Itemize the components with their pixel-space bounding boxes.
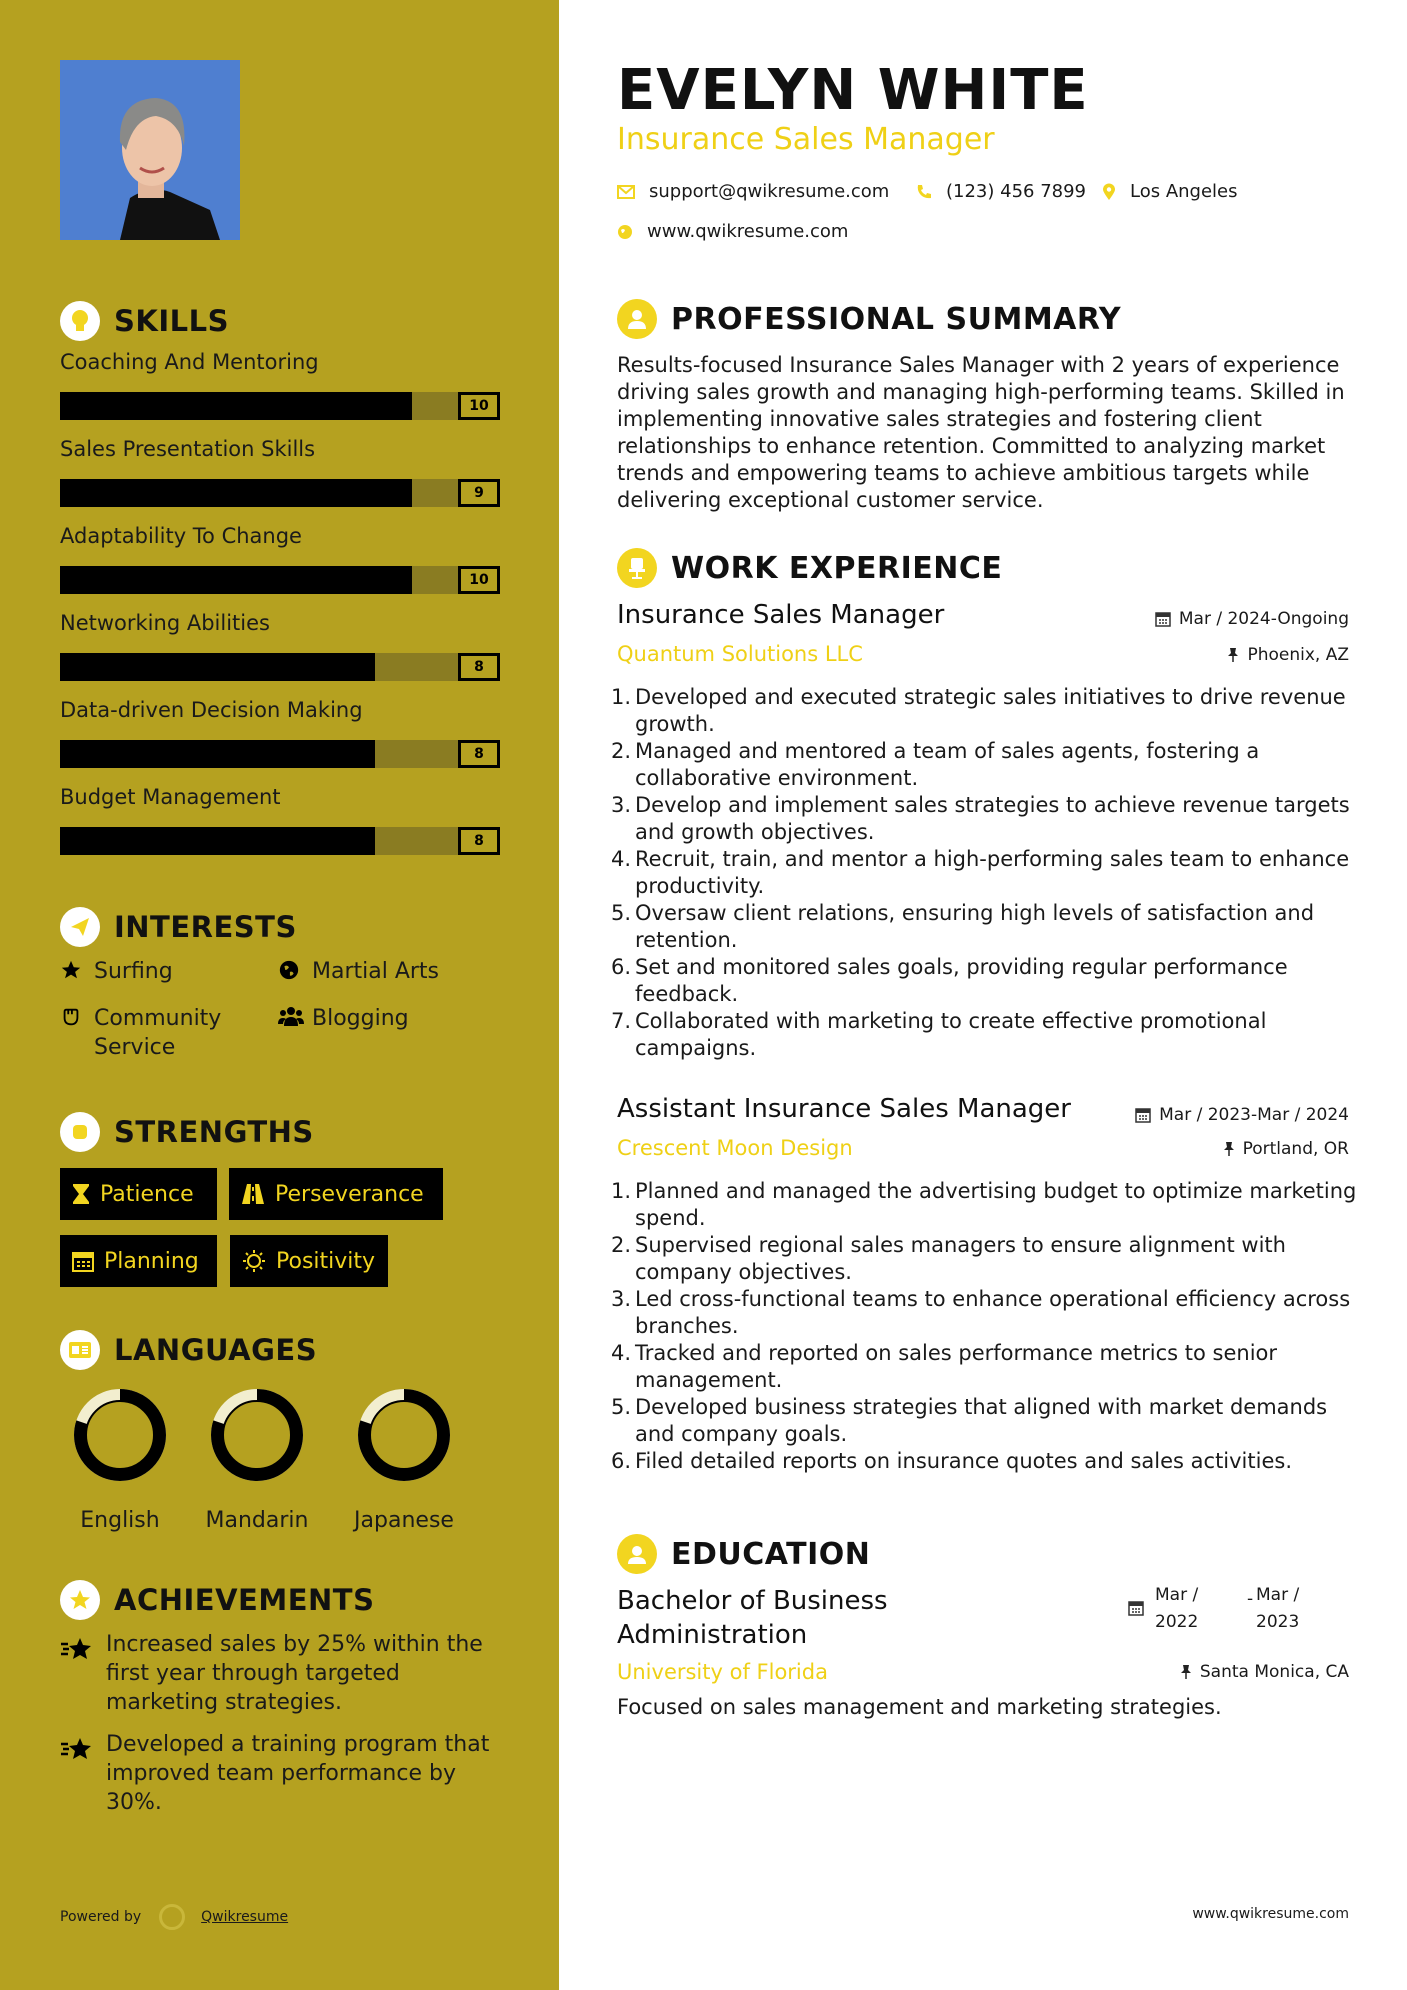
strength-label: Patience	[100, 1181, 194, 1207]
achievements-title: ACHIEVEMENTS	[114, 1583, 375, 1617]
fist-icon	[60, 1112, 100, 1152]
language-label: English	[80, 1508, 160, 1533]
skill-name: Sales Presentation Skills	[60, 437, 316, 461]
skill-value: 8	[458, 740, 500, 768]
strength-label: Planning	[104, 1248, 199, 1274]
achievements-heading	[60, 1578, 374, 1622]
candidate-name: EVELYN WHITE	[617, 58, 1089, 123]
job-date-text: Mar / 2023-Mar / 2024	[1159, 1105, 1349, 1125]
experience-title: WORK EXPERIENCE	[671, 550, 1003, 586]
degree-line-2: Administration	[617, 1620, 808, 1650]
interest-item	[60, 957, 244, 987]
interests-heading	[60, 905, 297, 949]
strength-badge	[60, 1235, 217, 1287]
calendar-icon	[1128, 1600, 1144, 1616]
achievement-text: Increased sales by 25% within the first year through targeted marketing strategies.	[106, 1632, 483, 1715]
hand-icon	[60, 1004, 86, 1034]
edu-start-year: 2022	[1155, 1612, 1199, 1632]
skill-value: 10	[458, 566, 500, 594]
office-chair-icon	[617, 548, 657, 588]
list-item: 3. Led cross-functional teams to enhance operational efficiency across branches.	[611, 1287, 1351, 1338]
list-item: 3. Develop and implement sales strategies to achieve revenue targets and growth objectives.	[611, 793, 1350, 844]
email-text: support@qwikresume.com	[649, 181, 890, 202]
skill-item	[60, 611, 500, 681]
skill-bar	[60, 566, 500, 594]
interest-label: Community Service	[94, 1006, 222, 1060]
language-donut	[357, 1388, 451, 1482]
skill-bar	[60, 392, 500, 420]
contact-location	[1102, 181, 1238, 202]
skill-bar-fill	[60, 653, 375, 681]
paper-plane-icon	[60, 907, 100, 947]
achievement-item	[60, 1730, 510, 1817]
calendar-icon	[1155, 611, 1171, 627]
edu-start-month: Mar /	[1155, 1585, 1199, 1605]
list-item: 1. Planned and managed the advertising budget to optimize marketing spend.	[611, 1179, 1357, 1230]
strength-label: Positivity	[276, 1248, 376, 1274]
language-label: Japanese	[354, 1508, 454, 1533]
skill-bar	[60, 653, 500, 681]
skill-item	[60, 785, 500, 855]
edu-location-text: Santa Monica, CA	[1199, 1662, 1349, 1682]
interest-item	[278, 1004, 462, 1034]
job-date	[1155, 609, 1349, 629]
job-date-text: Mar / 2024-Ongoing	[1178, 609, 1349, 629]
skill-bar-fill	[60, 479, 412, 507]
job-title: Insurance Sales Manager	[617, 600, 945, 630]
sidebar	[0, 0, 559, 1990]
skill-bar-fill	[60, 740, 375, 768]
job-company: Quantum Solutions LLC	[617, 642, 863, 666]
strengths-title: STRENGTHS	[114, 1115, 314, 1149]
skill-value: 8	[458, 653, 500, 681]
road-icon	[241, 1183, 265, 1205]
language-label: Mandarin	[205, 1508, 309, 1533]
interest-label: Blogging	[312, 1006, 409, 1031]
sun-icon	[242, 1249, 266, 1273]
star-badge-icon	[60, 1580, 100, 1620]
list-item: 1. Developed and executed strategic sales initiatives to drive revenue growth.	[611, 685, 1346, 736]
job-bullets	[611, 684, 1361, 1062]
achievement-text: Developed a training program that improved team performance by 30%.	[106, 1732, 490, 1815]
summary-text: Results-focused Insurance Sales Manager with 2 years of experience driving sales growth and managing high-performing teams. Skilled in implementing innovative sales strategies and fostering client relationships to enhance retention. Committed to analyzing market trends and empowering teams to achieve ambitious targets while delivering exceptional customer service.	[617, 353, 1345, 512]
edu-description: Focused on sales management and marketing strategies.	[617, 1695, 1222, 1719]
list-item: 6. Set and monitored sales goals, providing regular performance feedback.	[611, 955, 1288, 1006]
list-item: 2. Managed and mentored a team of sales agents, fostering a collaborative environment.	[611, 739, 1260, 790]
contact-website[interactable]	[617, 221, 848, 242]
interest-label: Surfing	[94, 959, 173, 984]
list-item: 7. Collaborated with marketing to create effective promotional campaigns.	[611, 1009, 1267, 1060]
job-company: Crescent Moon Design	[617, 1136, 853, 1160]
profile-photo	[60, 60, 240, 240]
powered-by-label: Powered by	[60, 1909, 142, 1925]
interests-title: INTERESTS	[114, 910, 297, 944]
interest-item	[60, 1004, 244, 1062]
edu-location	[1180, 1662, 1349, 1682]
skill-bar	[60, 827, 500, 855]
lightbulb-icon	[60, 301, 100, 341]
qwikresume-logo-icon	[159, 1904, 185, 1930]
strength-badge	[229, 1168, 443, 1220]
language-item	[50, 1388, 190, 1533]
shooting-star-icon	[60, 1730, 106, 1817]
globe-icon	[278, 957, 304, 987]
skill-bar-fill	[60, 566, 412, 594]
list-item: 5. Oversaw client relations, ensuring high levels of satisfaction and retention.	[611, 901, 1315, 952]
graduate-icon	[617, 1534, 657, 1574]
star-icon	[60, 957, 86, 987]
languages-title: LANGUAGES	[114, 1333, 318, 1367]
candidate-role: Insurance Sales Manager	[617, 122, 995, 157]
pushpin-icon	[1227, 647, 1239, 663]
calendar-icon	[72, 1250, 94, 1272]
edu-start-date	[1155, 1582, 1198, 1636]
job-location-text: Phoenix, AZ	[1247, 645, 1349, 665]
language-icon	[60, 1330, 100, 1370]
pushpin-icon	[1180, 1664, 1192, 1680]
education-heading	[617, 1534, 870, 1574]
job-title: Assistant Insurance Sales Manager	[617, 1094, 1071, 1124]
powered-by	[60, 1904, 288, 1930]
skill-name: Adaptability To Change	[60, 524, 302, 548]
job-location-text: Portland, OR	[1242, 1139, 1349, 1159]
job-location	[1223, 1139, 1349, 1159]
education-title: EDUCATION	[671, 1536, 871, 1572]
job-bullets	[611, 1178, 1361, 1475]
skill-bar-fill	[60, 827, 375, 855]
shooting-star-icon	[60, 1630, 106, 1717]
contact-email[interactable]	[617, 181, 889, 202]
list-item: 4. Tracked and reported on sales performance metrics to senior management.	[611, 1341, 1278, 1392]
summary-title: PROFESSIONAL SUMMARY	[671, 301, 1122, 337]
skill-name: Networking Abilities	[60, 611, 270, 635]
skill-item	[60, 524, 500, 594]
skills-heading	[60, 299, 229, 343]
phone-text: (123) 456 7899	[946, 181, 1087, 202]
interest-item	[278, 957, 462, 987]
globe-icon	[617, 224, 633, 240]
website-text: www.qwikresume.com	[647, 221, 849, 242]
edu-date-dash: -	[1247, 1589, 1254, 1609]
strength-badge	[230, 1235, 388, 1287]
users-icon	[278, 1004, 304, 1034]
job-location	[1227, 645, 1349, 665]
skill-item	[60, 437, 500, 507]
edu-end-date	[1256, 1582, 1299, 1636]
footer-url[interactable]: www.qwikresume.com	[1192, 1906, 1349, 1922]
contact-phone[interactable]	[916, 181, 1086, 202]
language-donut	[73, 1388, 167, 1482]
skill-name: Coaching And Mentoring	[60, 350, 319, 374]
skill-item	[60, 698, 500, 768]
phone-icon	[916, 184, 932, 200]
skill-bar	[60, 479, 500, 507]
skill-bar-fill	[60, 392, 412, 420]
pushpin-icon	[1223, 1141, 1235, 1157]
user-icon	[617, 299, 657, 339]
envelope-icon	[617, 185, 635, 199]
hourglass-icon	[72, 1183, 90, 1205]
interest-label: Martial Arts	[312, 959, 440, 984]
job-date	[1135, 1105, 1349, 1125]
list-item: 4. Recruit, train, and mentor a high-performing sales team to enhance productivity.	[611, 847, 1350, 898]
summary-heading	[617, 299, 1121, 339]
map-pin-icon	[1102, 183, 1116, 201]
list-item: 6. Filed detailed reports on insurance quotes and sales activities.	[611, 1449, 1292, 1473]
strength-badge	[60, 1168, 217, 1220]
edu-end-month: Mar /	[1256, 1585, 1300, 1605]
degree-line-1: Bachelor of Business	[617, 1586, 888, 1616]
achievement-item	[60, 1630, 510, 1717]
skill-bar	[60, 740, 500, 768]
qwikresume-link[interactable]: Qwikresume	[201, 1909, 289, 1925]
location-text: Los Angeles	[1130, 181, 1238, 202]
language-item	[187, 1388, 327, 1533]
strength-label: Perseverance	[275, 1181, 424, 1207]
skill-name: Data-driven Decision Making	[60, 698, 363, 722]
experience-heading	[617, 548, 1002, 588]
skill-item	[60, 350, 500, 420]
language-item	[334, 1388, 474, 1533]
languages-heading	[60, 1328, 317, 1372]
skills-title: SKILLS	[114, 304, 229, 338]
calendar-icon	[1135, 1107, 1151, 1123]
list-item: 2. Supervised regional sales managers to ensure alignment with company objectives.	[611, 1233, 1286, 1284]
strengths-heading	[60, 1110, 314, 1154]
edu-end-year: 2023	[1256, 1612, 1300, 1632]
school-name: University of Florida	[617, 1660, 828, 1684]
skill-value: 10	[458, 392, 500, 420]
list-item: 5. Developed business strategies that aligned with market demands and company goals.	[611, 1395, 1328, 1446]
skill-value: 8	[458, 827, 500, 855]
language-donut	[210, 1388, 304, 1482]
skill-value: 9	[458, 479, 500, 507]
skill-name: Budget Management	[60, 785, 281, 809]
